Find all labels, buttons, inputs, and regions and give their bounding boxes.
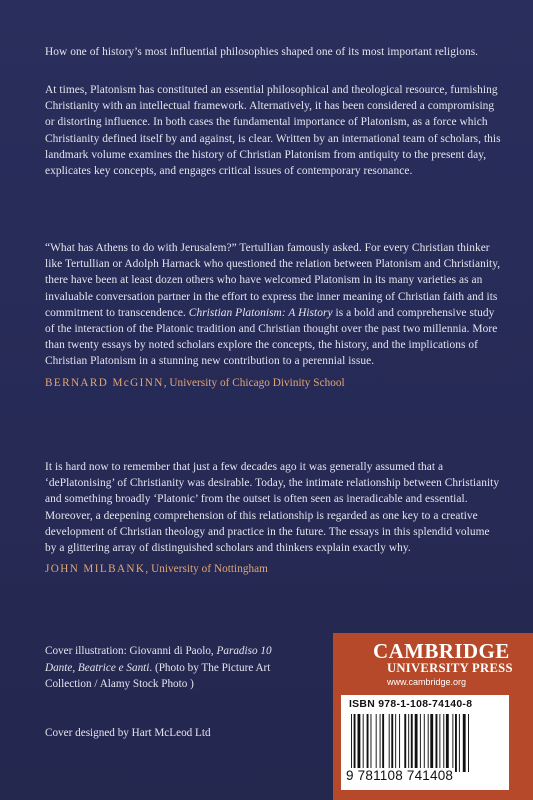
publisher-press: UNIVERSITY PRESS xyxy=(387,661,513,675)
endorser-name: BERNARD McGINN xyxy=(45,376,164,389)
tagline: How one of history’s most influential philosophies shaped one of its most important religions. xyxy=(45,46,479,58)
book-description: At times, Platonism has constituted an essential philosophical and theological resource, furnishing Christianity with an intellectual framework. Alternatively, it has been considered a compromising or distorting influence. In both cases the fundamental importance of Platonism, as a force which Christianity defined itself by and against, is clear. Written by an international team of scholars, this landmark volume examines the history of Christian Platonism from antiquity to the present day, explicates key concepts, and engages critical issues of contemporary resonance. xyxy=(45,84,501,178)
isbn-label: ISBN 978-1-108-74140-8 xyxy=(349,699,473,710)
cover-design-credit: Cover designed by Hart McLeod Ltd xyxy=(45,727,211,739)
endorsement-text: “What has Athens to do with Jerusalem?” Tertullian famously asked. For every Christian thinker like Tertullian or Adolph Harnack who questioned the relation between Platonism and Christianity, there have been at least dozen others who have welcomed Platonism in its many varieties as an invaluable conversation partner in the effort to express the inner meaning of Christian faith and its commitment to transcendence. xyxy=(45,242,501,319)
publisher-url: www.cambridge.org xyxy=(387,677,467,687)
barcode-icon xyxy=(349,714,504,772)
credit-suffix: . (Photo by The Picture Art Collection / Alamy Stock Photo ) xyxy=(45,661,271,690)
endorser-name: JOHN MILBANK xyxy=(45,563,146,576)
endorser-affiliation: , University of Nottingham xyxy=(145,563,268,576)
endorsement-attribution xyxy=(45,375,503,391)
endorsement-milbank xyxy=(45,459,503,577)
endorsement-text: It is hard now to remember that just a few decades ago it was generally assumed that a ‘dePlatonising’ of Christianity was desirable. Today, the intimate relationship between Christianity and something broadly ‘Platonic’ from the outset is often seen as ineradicable and essential. Moreover, a deepening comprehension of this relationship is regarded as one key to a creative development of Christian theology and practice in the future. The essays in this splendid volume by a glittering array of distinguished scholars and thinkers explain exactly why. xyxy=(45,461,500,555)
cover-illustration-credit xyxy=(45,643,285,693)
credit-prefix: Cover illustration: Giovanni di Paolo, xyxy=(45,645,214,657)
barcode-block xyxy=(341,695,509,790)
book-title: Christian Platonism: A History xyxy=(188,306,333,319)
artwork-title: Paradiso 10 Dante, Beatrice e Santi xyxy=(45,645,272,674)
barcode-number: 9 781108 741408 xyxy=(346,768,454,783)
endorser-affiliation: , University of Chicago Divinity School xyxy=(163,376,345,389)
publisher-name: CAMBRIDGE xyxy=(373,639,510,663)
endorsement-mcginn xyxy=(45,240,503,391)
endorsement-attribution xyxy=(45,561,503,577)
endorsement-text-continued: is a bold and comprehensive study of the interaction of the Platonic tradition and Christian thought over the past two millennia. More than twenty essays by noted scholars explore the concepts, the history, and the implications of Christian Platonism in a stunning new contribution to a perennial issue. xyxy=(45,306,498,368)
